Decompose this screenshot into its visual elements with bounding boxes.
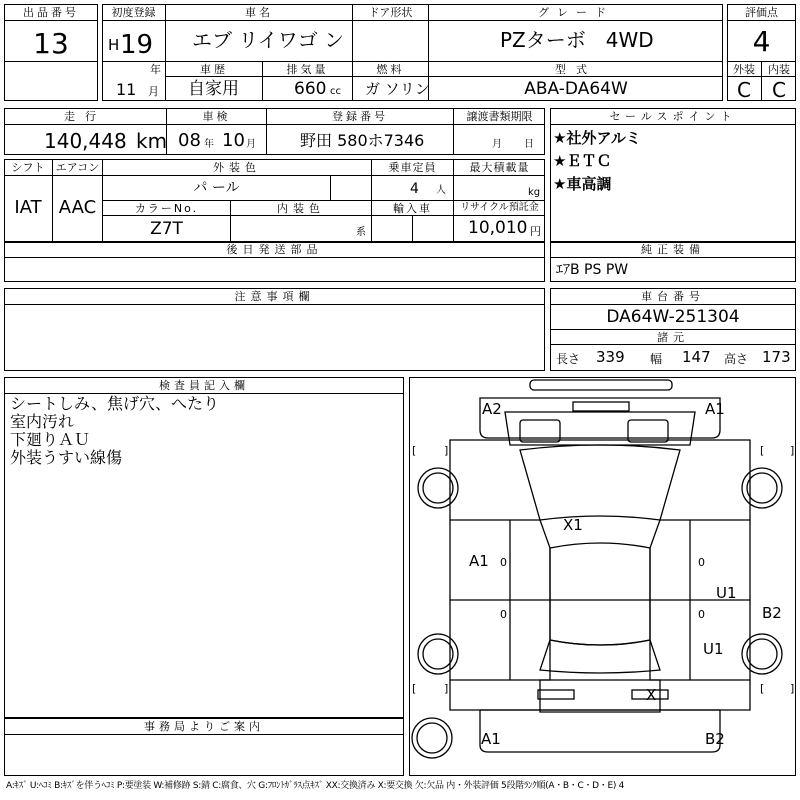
later-parts-label: 後日発送部品 xyxy=(226,243,323,256)
shift-label: シフト xyxy=(11,161,45,174)
mileage: 140,448 xyxy=(44,129,127,153)
month: 11 xyxy=(116,80,137,99)
damage-diagram xyxy=(409,377,796,776)
history: 自家用 xyxy=(188,79,239,99)
displacement-label: 排気量 xyxy=(286,63,329,76)
lot-label: 出品番号 xyxy=(23,6,79,19)
capacity-label: 乗車定員 xyxy=(388,161,437,174)
inspector-line-3: 下廻りＡＵ xyxy=(10,430,91,449)
mileage-label: 走行 xyxy=(64,110,106,123)
import-label: 輸入車 xyxy=(393,202,432,215)
int-color-label: 内装色 xyxy=(277,202,325,215)
color-no: Z7T xyxy=(150,219,183,239)
transfer-label: 譲渡書類期限 xyxy=(466,110,533,123)
width-label: 幅 xyxy=(650,352,663,366)
color: パ ール xyxy=(193,180,240,196)
door-label: ドア形状 xyxy=(368,6,413,19)
displacement: 660 xyxy=(294,79,327,99)
grade: PZターボ 4WD xyxy=(500,28,654,52)
inspector-line-1: シートしみ、焦げ穴、へたり xyxy=(10,394,219,413)
model: ABA-DA64W xyxy=(524,79,628,99)
length: 339 xyxy=(596,348,625,366)
bracket-mark: ] xyxy=(444,444,449,457)
recycle-label: リサイクル預託金 xyxy=(460,202,539,213)
inspection-year-unit: 年 xyxy=(204,139,214,150)
chassis-label: 車台番号 xyxy=(641,290,705,303)
inspector-line-2: 室内汚れ xyxy=(10,412,75,431)
transfer-day-unit: 日 xyxy=(524,139,534,150)
zero-mark: 0 xyxy=(698,608,705,621)
capacity: 4 xyxy=(410,181,419,197)
transfer-month-unit: 月 xyxy=(492,139,502,150)
inspection-month-unit: 月 xyxy=(246,139,256,150)
zero-mark: 0 xyxy=(500,608,507,621)
length-label: 長さ xyxy=(556,352,581,366)
zero-mark: 0 xyxy=(500,556,507,569)
width: 147 xyxy=(682,348,711,366)
history-label: 車歴 xyxy=(200,63,228,76)
ac-label: エアコン xyxy=(55,161,100,174)
bracket-mark: [ xyxy=(412,444,417,457)
chassis: DA64W-251304 xyxy=(606,307,740,327)
mark-x1: X1 xyxy=(563,516,583,534)
mark-u1-rear: U1 xyxy=(703,640,724,658)
capacity-unit: 人 xyxy=(436,185,446,196)
mark-a1-bottom: A1 xyxy=(481,730,501,748)
load-label: 最大積載量 xyxy=(469,161,530,174)
mark-b2-right: B2 xyxy=(762,604,782,622)
int-color-unit: 系 xyxy=(356,227,366,238)
exterior-grade: C xyxy=(737,78,751,102)
ac: AAC xyxy=(58,197,97,218)
recycle: 10,010 xyxy=(468,218,528,238)
mark-x-rear: X xyxy=(646,686,657,704)
bracket-mark: ] xyxy=(790,444,795,457)
sales-point-2: ★ＥＴＣ xyxy=(553,152,612,170)
bracket-mark: [ xyxy=(760,682,765,695)
legend: A:ｷｽﾞ U:ﾍｺﾐ B:ｷｽﾞを伴うﾍｺﾐ P:要塗装 W:補修跡 S:錆 C:腐食、穴 G:ﾌﾛﾝﾄｶﾞﾗｽ点ｷｽﾞ XX:交換済み X:要交換 欠:欠品 内・外装評価 5段階ﾗﾝｸ順(A・B・C・D・E) 4 xyxy=(6,781,625,791)
car-name: エブ リイワゴ ン xyxy=(192,28,345,52)
displacement-unit: cc xyxy=(330,86,341,97)
plate-label: 登録番号 xyxy=(332,110,388,123)
sales-label: セールスポイント xyxy=(609,110,737,123)
exterior-label: 外装 xyxy=(733,63,755,76)
car-name-label: 車名 xyxy=(245,6,273,19)
grade-label: グレード xyxy=(538,6,614,19)
year-unit: 年 xyxy=(150,63,161,76)
sales-point-3: ★車高調 xyxy=(553,175,612,193)
office-label: 事務局よりご案内 xyxy=(144,720,264,733)
fuel: ガ ソリン xyxy=(365,80,430,98)
model-label: 型式 xyxy=(555,63,597,76)
height: 173 xyxy=(762,348,791,366)
fuel-label: 燃料 xyxy=(376,63,405,76)
color-label: 外装色 xyxy=(213,161,261,174)
notes-label: 注意事項欄 xyxy=(234,290,315,303)
bracket-mark: ] xyxy=(790,682,795,695)
height-label: 高さ xyxy=(724,352,749,366)
shift: IAT xyxy=(14,197,42,218)
inspector-line-4: 外装うすい線傷 xyxy=(10,448,123,467)
score: 4 xyxy=(752,25,771,58)
mileage-unit: km xyxy=(136,129,168,153)
bracket-mark: [ xyxy=(760,444,765,457)
bracket-mark: [ xyxy=(412,682,417,695)
interior-label: 内装 xyxy=(768,63,790,76)
month-unit: 月 xyxy=(148,85,159,98)
interior-grade: C xyxy=(772,78,786,102)
mark-u1-right: U1 xyxy=(716,584,737,602)
lot-number: 13 xyxy=(33,27,69,60)
year: 19 xyxy=(120,30,154,60)
era: H xyxy=(108,36,120,54)
mark-a1-top: A1 xyxy=(705,400,725,418)
equipment: ｴｱB PS PW xyxy=(556,262,629,278)
dims-label: 諸元 xyxy=(657,331,689,344)
load-unit: kg xyxy=(528,187,541,198)
inspector-label: 検査員記入欄 xyxy=(159,379,249,392)
bracket-mark: ] xyxy=(444,682,449,695)
inspection-year: 08 xyxy=(178,130,201,151)
recycle-unit: 円 xyxy=(530,225,541,238)
sales-point-1: ★社外アルミ xyxy=(553,129,641,147)
mark-a2-top: A2 xyxy=(482,400,502,418)
plate: 野田 580ホ7346 xyxy=(300,131,425,150)
color-no-label: カラーNo. xyxy=(134,202,199,215)
reg-label: 初度登録 xyxy=(111,6,156,19)
zero-mark: 0 xyxy=(698,556,705,569)
mark-a1-left: A1 xyxy=(469,552,489,570)
mark-b2-bottom: B2 xyxy=(705,730,725,748)
equipment-label: 純正装備 xyxy=(641,243,705,256)
inspection-month: 10 xyxy=(222,130,245,151)
inspection-label: 車検 xyxy=(202,110,231,123)
score-label: 評価点 xyxy=(745,6,778,19)
